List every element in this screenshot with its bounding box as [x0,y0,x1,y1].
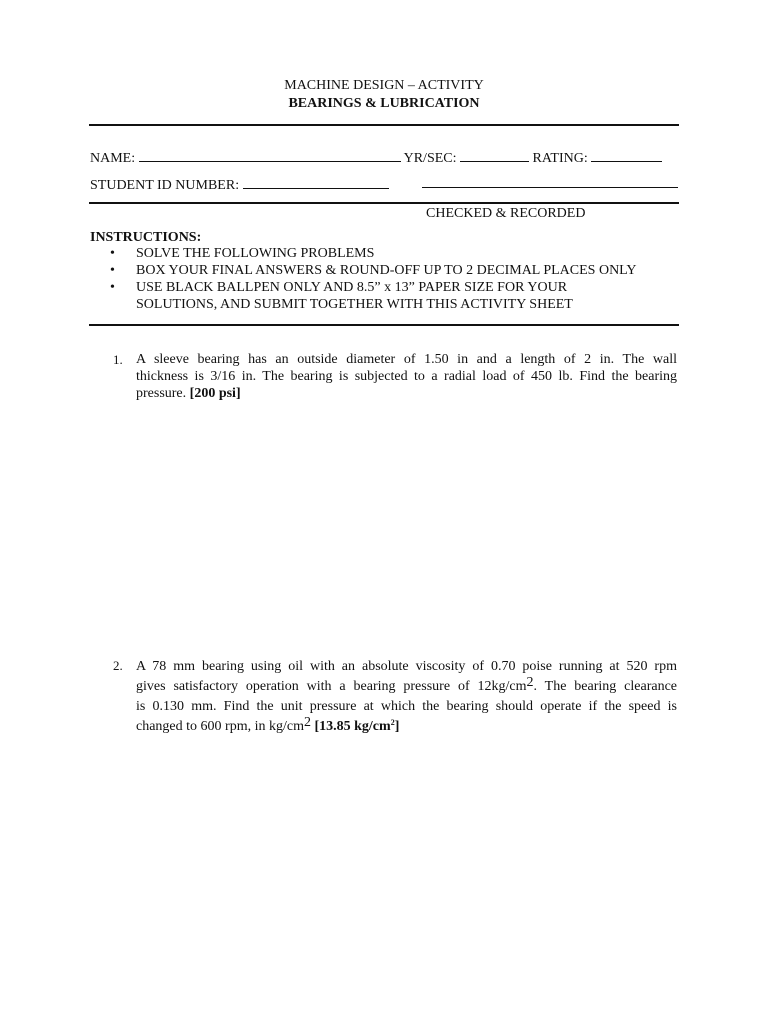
bullet-1: • [110,246,115,261]
student-id-label: STUDENT ID NUMBER: [90,178,240,193]
yrsec-blank [460,148,529,162]
instructions-divider [89,324,679,326]
problem-2-answer: [13.85 $kg/cm^2$] [314,718,400,734]
name-row [90,148,662,167]
name-label: NAME: [90,151,136,166]
student-id-row [90,175,389,194]
yrsec-label: YR/SEC: [403,151,457,166]
bullet-2: • [110,263,115,278]
instruction-item-2: BOX YOUR FINAL ANSWERS & ROUND-OFF UP TO 2 DECIMAL PLACES ONLY [136,263,637,278]
checked-recorded-label: CHECKED & RECORDED [426,206,586,221]
problem-2-superscript: 2 [526,675,534,690]
name-blank [139,148,401,162]
problem-1-answer: [200 psi] [189,386,241,401]
rating-blank [591,148,662,162]
student-id-blank [243,175,389,189]
rating-label: RATING: [532,151,588,166]
course-title: MACHINE DESIGN – ACTIVITY [284,78,484,93]
problem-1-line-1: A sleeve bearing has an outside diameter of 1.50 in and a length of 2 in. The wall [136,352,677,367]
problem-1-line-3-text: pressure. [136,386,187,401]
problem-2-number: 2. [113,658,123,673]
problem-1-line-3 [136,385,677,402]
bullet-3: • [110,280,115,295]
problem-1-number: 1. [113,352,123,367]
form-divider [89,202,679,204]
instruction-item-3-cont: SOLUTIONS, AND SUBMIT TOGETHER WITH THIS ACTIVITY SHEET [136,297,573,312]
problem-2-text [136,657,677,737]
problem-2-line-4: changed to 600 rpm, in $kg/cm^2$ [13.85 $kg/cm^2$] [136,715,400,734]
instructions-title: INSTRUCTIONS: [90,230,202,245]
topic-title: BEARINGS & LUBRICATION [288,96,480,111]
header-divider [89,124,679,126]
problem-1-line-2: thickness is 3/16 in. The bearing is subjected to a radial load of 450 lb. Find the bearing [136,369,677,384]
problem-2-line-1: A 78 mm bearing using oil with an absolute viscosity of 0.70 poise running at 520 rpm [136,659,677,674]
signature-blank [422,187,678,188]
problem-2-line-3: is 0.130 mm. Find the unit pressure at which the bearing should operate if the speed is [136,699,677,714]
problem-2-line-2: gives satisfactory operation with a bearing pressure of $12kg/cm^2$. The bearing clearance [136,675,678,694]
problem-1-text [136,351,677,402]
instruction-item-1: SOLVE THE FOLLOWING PROBLEMS [136,246,375,261]
instruction-item-3: USE BLACK BALLPEN ONLY AND 8.5” x 13” PAPER SIZE FOR YOUR [136,280,568,295]
